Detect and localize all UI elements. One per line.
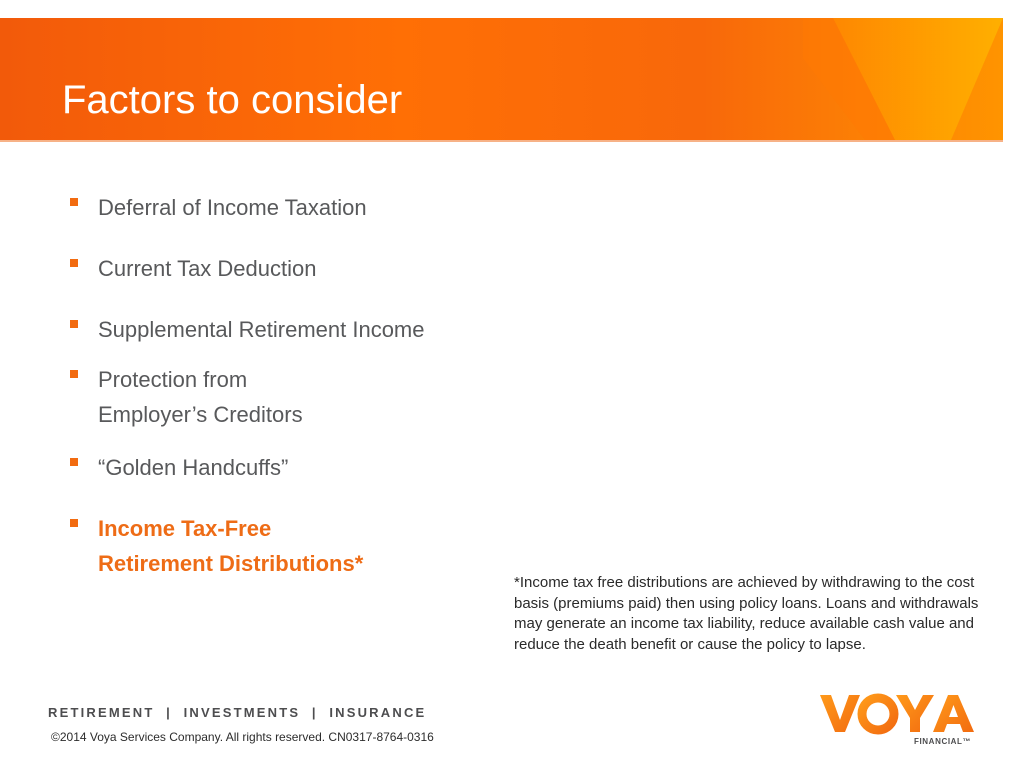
banner-chevron-graphic — [803, 18, 1003, 140]
bullet-item-highlight — [70, 511, 510, 581]
copyright-notice: ©2014 Voya Services Company. All rights reserved. CN0317-8764-0316 — [51, 730, 434, 744]
bullet-item — [70, 312, 510, 347]
bullet-text: Current Tax Deduction — [98, 256, 317, 281]
bullet-item — [70, 251, 510, 286]
square-bullet-icon — [70, 198, 78, 206]
bullet-text: “Golden Handcuffs” — [98, 455, 289, 480]
square-bullet-icon — [70, 320, 78, 328]
bullet-text: Protection from Employer’s Creditors — [98, 367, 303, 427]
voya-logo — [818, 690, 978, 746]
square-bullet-icon — [70, 259, 78, 267]
square-bullet-icon — [70, 458, 78, 466]
page-title: Factors to consider — [62, 78, 403, 122]
footer-tagline: RETIREMENT | INVESTMENTS | INSURANCE — [48, 705, 427, 720]
footnote: *Income tax free distributions are achieved by withdrawing to the cost basis (premiums paid) then using policy loans. Loans and withdrawals may generate an income tax liability, reduce available cash value and reduce the death benefit or cause the policy to lapse. — [514, 574, 979, 653]
square-bullet-icon — [70, 519, 78, 527]
logo-subtext: FINANCIAL™ — [914, 737, 972, 746]
bullet-item — [70, 450, 510, 485]
bullet-text: Deferral of Income Taxation — [98, 195, 367, 220]
bullet-text: Supplemental Retirement Income — [98, 317, 425, 342]
bullet-item — [70, 362, 510, 432]
bullet-text: Income Tax-Free Retirement Distributions* — [98, 516, 364, 576]
square-bullet-icon — [70, 370, 78, 378]
bullet-item — [70, 190, 510, 225]
title-banner — [0, 18, 1003, 142]
